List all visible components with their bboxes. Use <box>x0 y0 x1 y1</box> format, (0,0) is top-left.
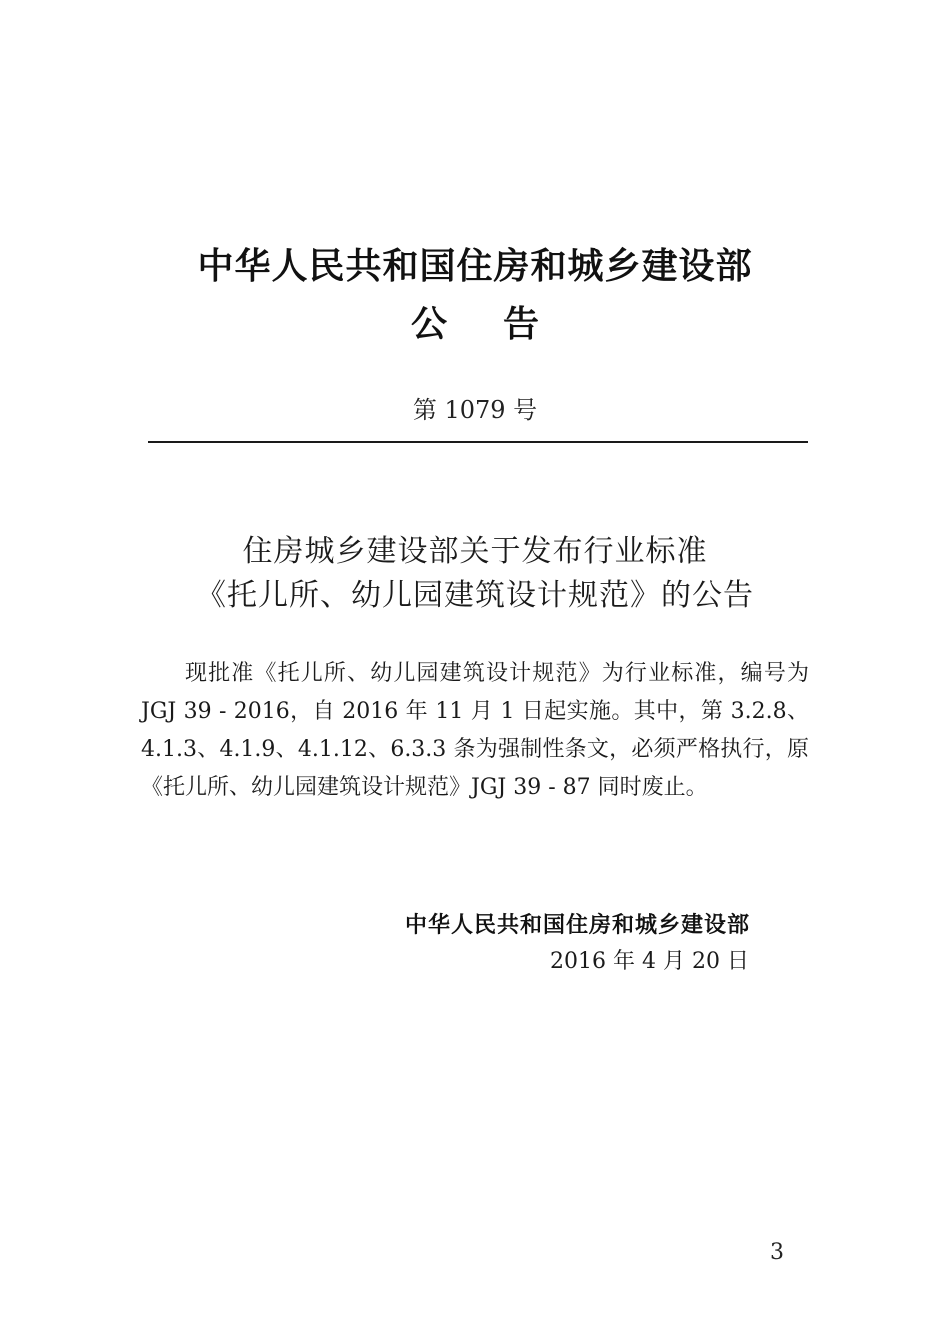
notice-number: 第 1079 号 <box>412 396 538 424</box>
document-title-line-2: 《托儿所、幼儿园建筑设计规范》的公告 <box>196 578 754 613</box>
signature-date: 2016 年 4 月 20 日 <box>550 949 749 974</box>
signature-organization: 中华人民共和国住房和城乡建设部 <box>405 913 751 938</box>
document-title-line-1: 住房城乡建设部关于发布行业标准 <box>242 534 708 569</box>
header-divider <box>148 441 808 443</box>
page-number: 3 <box>770 1240 784 1265</box>
body-paragraph: 现批准《托儿所、幼儿园建筑设计规范》为行业标准，编号为 JGJ 39 - 2016，自 2016 年 11 月 1 日起实施。其中，第 3.2.8、4.1.3、4.1.9、4.1.12、6.3.3 条为强制性条文，必须严格执行，原《托儿所、幼儿园建筑设计规范》JGJ 39 - 87 同时废止。 <box>141 661 809 800</box>
issuing-ministry-heading: 中华人民共和国住房和城乡建设部 <box>197 246 753 287</box>
notice-heading: 公告 <box>410 304 595 345</box>
